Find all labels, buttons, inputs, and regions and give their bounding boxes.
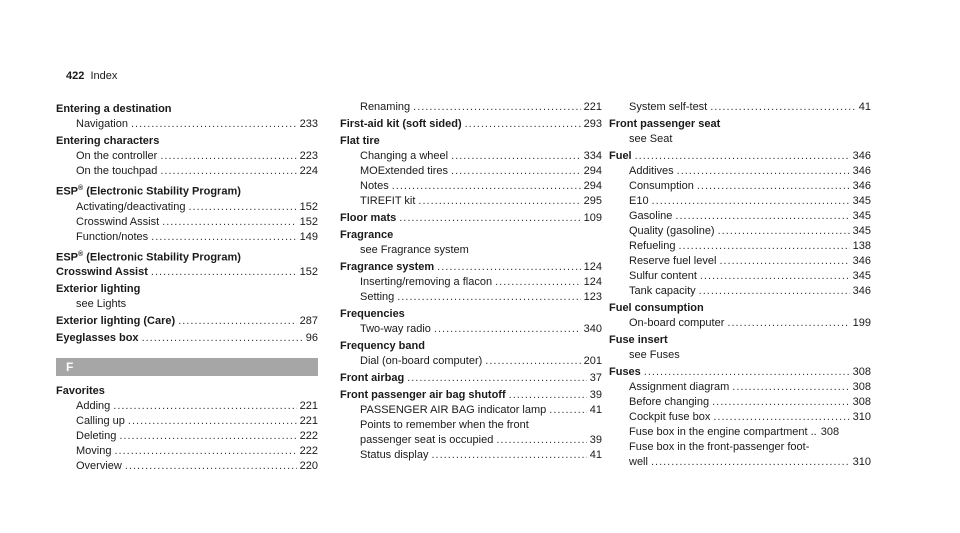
index-entry[interactable]: Fuses ..... 308 (609, 365, 871, 380)
index-entry: Front passenger seat (609, 118, 721, 130)
section-letter-bar: F (56, 358, 318, 376)
index-subentry[interactable]: Adding ..... 221 (56, 399, 318, 414)
index-subentry[interactable]: Calling up ..... 221 (56, 414, 318, 429)
see-reference[interactable]: see Seat (629, 133, 673, 145)
index-subentry[interactable]: Navigation ..... 233 (56, 117, 318, 132)
index-subentry[interactable]: Crosswind Assist ..... 152 (56, 215, 318, 230)
index-subentry[interactable]: TIREFIT kit ..... 295 (340, 194, 602, 209)
index-subentry[interactable]: Activating/deactivating ..... 152 (56, 200, 318, 215)
index-subentry-line: Fuse box in the front-passenger foot- (629, 441, 810, 453)
index-subentry[interactable]: Sulfur content ..... 345 (609, 269, 871, 284)
index-entry: Fragrance (340, 229, 394, 241)
index-subentry[interactable]: Quality (gasoline) ..... 345 (609, 224, 871, 239)
index-subentry[interactable]: On the touchpad ..... 224 (56, 164, 318, 179)
page-header (66, 70, 117, 82)
index-subentry[interactable]: Consumption ..... 346 (609, 179, 871, 194)
index-subentry[interactable]: Moving ..... 222 (56, 444, 318, 459)
index-subentry[interactable]: Additives ..... 346 (609, 164, 871, 179)
index-entry[interactable]: Fuel ..... 346 (609, 149, 871, 164)
index-subentry[interactable]: Renaming ..... 221 (340, 100, 602, 115)
index-subentry[interactable]: Assignment diagram ..... 308 (609, 380, 871, 395)
index-entry: Flat tire (340, 135, 380, 147)
index-subentry[interactable]: Changing a wheel ..... 334 (340, 149, 602, 164)
index-column-3 (609, 100, 871, 470)
index-subentry[interactable]: Cockpit fuse box ..... 310 (609, 410, 871, 425)
index-subentry[interactable]: passenger seat is occupied ..... 39 (340, 433, 602, 448)
index-entry: Exterior lighting (56, 283, 141, 296)
index-entry[interactable]: Front airbag ..... 37 (340, 371, 602, 386)
index-subentry[interactable]: Reserve fuel level ..... 346 (609, 254, 871, 269)
page-number: 422 (66, 70, 85, 82)
index-entry: ESP® (Electronic Stability Program) (56, 250, 241, 264)
index-entry: Frequency band (340, 340, 425, 352)
index-entry: Favorites (56, 385, 105, 398)
index-subentry[interactable]: Refueling ..... 138 (609, 239, 871, 254)
see-reference[interactable]: see Lights (76, 298, 127, 311)
index-subentry[interactable]: Setting ..... 123 (340, 290, 602, 305)
index-entry: Entering a destination (56, 103, 172, 115)
index-entry[interactable]: Front passenger air bag shutoff ..... 39 (340, 388, 602, 403)
index-subentry[interactable]: Inserting/removing a flacon ..... 124 (340, 275, 602, 290)
index-entry: Fuel consumption (609, 302, 704, 314)
index-subentry[interactable]: On-board computer ..... 199 (609, 316, 871, 331)
index-subentry[interactable]: Tank capacity ..... 346 (609, 284, 871, 299)
index-subentry[interactable]: On the controller ..... 223 (56, 149, 318, 164)
index-entry[interactable]: Eyeglasses box ..... 96 (56, 331, 318, 346)
index-subentry[interactable]: Gasoline ..... 345 (609, 209, 871, 224)
index-entry: Frequencies (340, 308, 405, 320)
index-subentry[interactable]: Dial (on-board computer) ..... 201 (340, 354, 602, 369)
index-subentry-line: Points to remember when the front (360, 419, 529, 431)
index-subentry[interactable]: well ..... 310 (609, 455, 871, 470)
index-subentry[interactable]: MOExtended tires ..... 294 (340, 164, 602, 179)
index-subentry[interactable]: Status display ..... 41 (340, 448, 602, 463)
index-subentry[interactable]: Fuse box in the engine compartment .. 308 (629, 426, 840, 438)
index-subentry[interactable]: Deleting ..... 222 (56, 429, 318, 444)
index-entry: Fuse insert (609, 334, 668, 346)
index-subentry[interactable]: System self-test ..... 41 (609, 100, 871, 115)
index-column-1 (56, 100, 318, 474)
index-entry: Entering characters (56, 135, 160, 147)
index-entry[interactable]: Floor mats ..... 109 (340, 211, 602, 226)
index-entry[interactable]: Fragrance system ..... 124 (340, 260, 602, 275)
index-entry[interactable]: Exterior lighting (Care) ..... 287 (56, 314, 318, 329)
index-entry: ESP® (Electronic Stability Program) (56, 185, 241, 198)
index-subentry[interactable]: Notes ..... 294 (340, 179, 602, 194)
index-subentry[interactable]: Function/notes ..... 149 (56, 230, 318, 245)
index-subentry[interactable]: Before changing ..... 308 (609, 395, 871, 410)
index-subentry[interactable]: Overview ..... 220 (56, 459, 318, 474)
index-entry[interactable]: Crosswind Assist ..... 152 (56, 265, 318, 280)
index-entry[interactable]: First-aid kit (soft sided) ..... 293 (340, 117, 602, 132)
section-title: Index (90, 70, 118, 82)
index-subentry[interactable]: E10 ..... 345 (609, 194, 871, 209)
see-reference[interactable]: see Fragrance system (360, 244, 469, 256)
index-column-2 (340, 100, 602, 463)
see-reference[interactable]: see Fuses (629, 349, 680, 361)
index-subentry[interactable]: PASSENGER AIR BAG indicator lamp ..... 41 (340, 403, 602, 418)
index-subentry[interactable]: Two-way radio ..... 340 (340, 322, 602, 337)
